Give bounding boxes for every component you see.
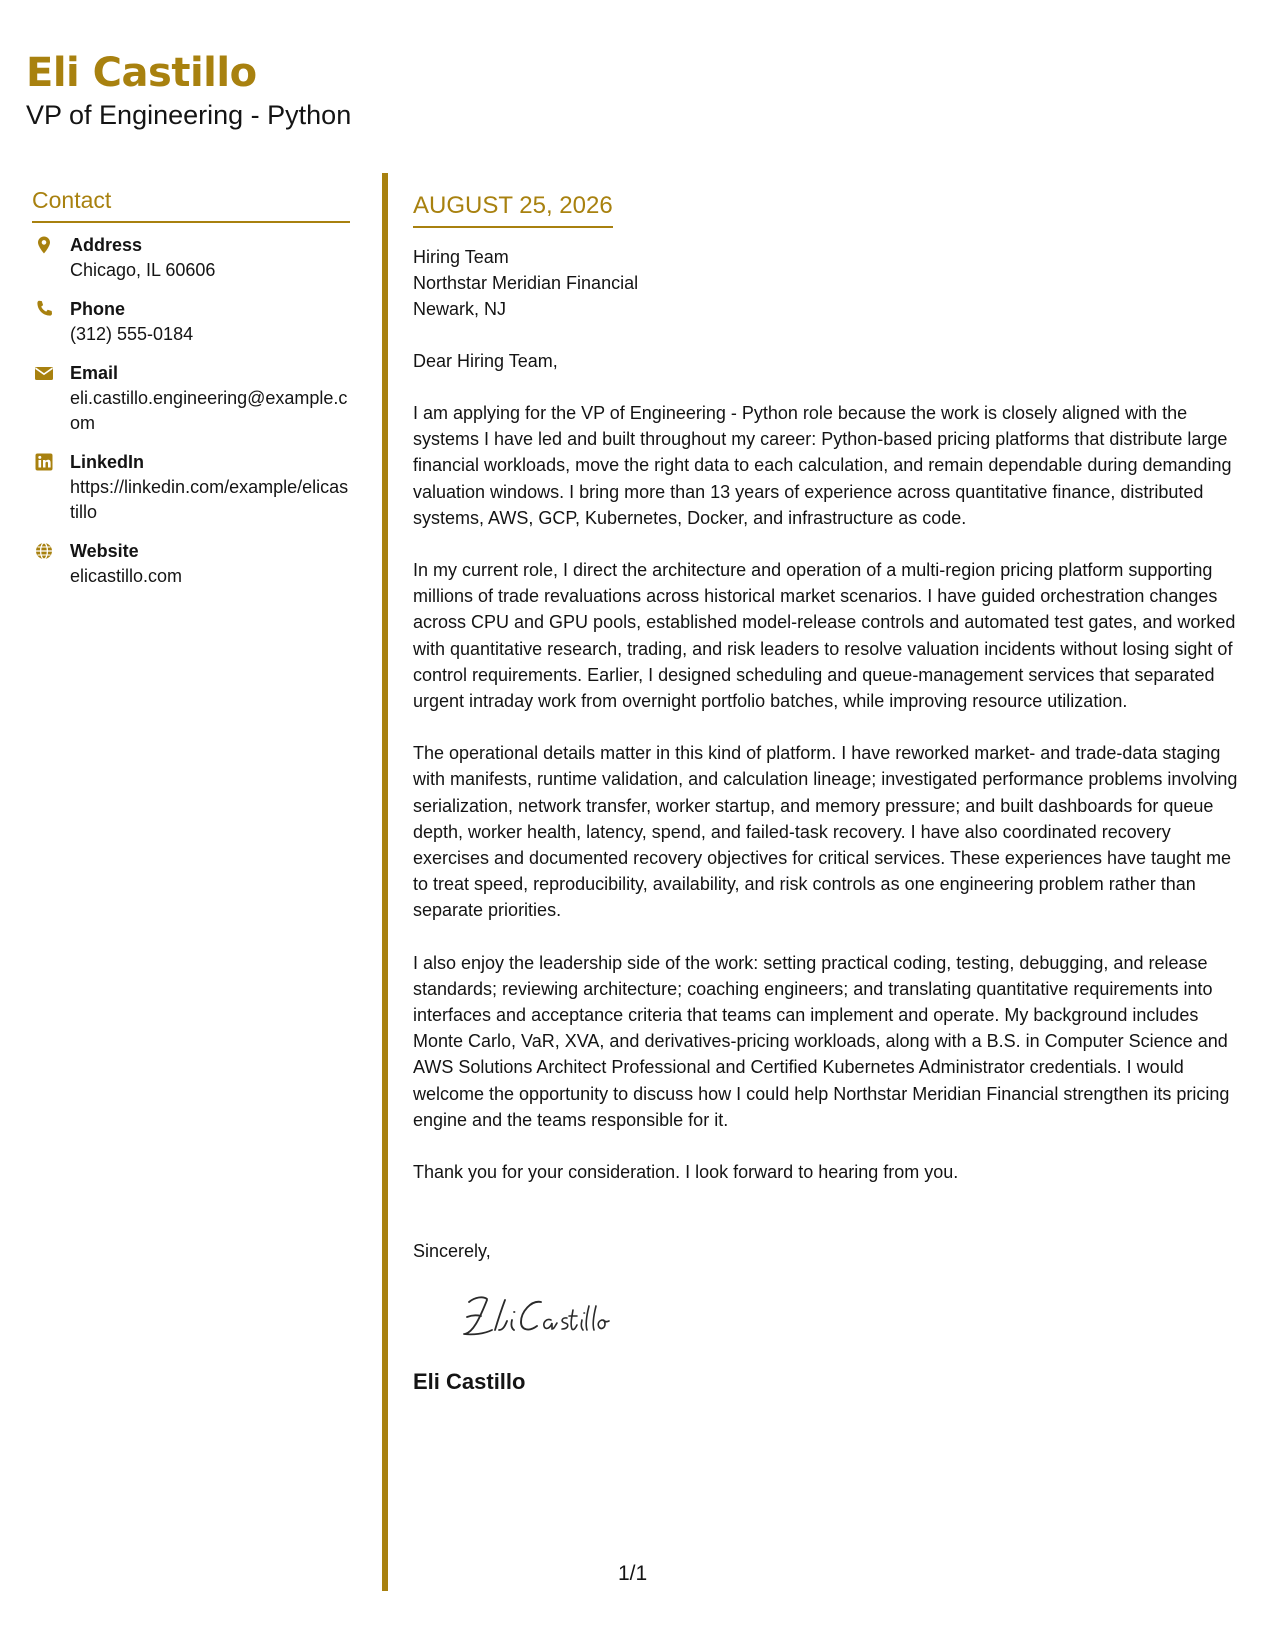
phone-icon: [34, 299, 54, 319]
letter-body: [413, 190, 1248, 1397]
contact-linkedin: [32, 450, 350, 525]
phone-value: (312) 555-0184: [70, 324, 194, 344]
contact-sidebar: [32, 185, 350, 603]
signed-name: Eli Castillo: [413, 1369, 526, 1395]
paragraph: Thank you for your consideration. I look forward to hearing from you.: [413, 1162, 959, 1183]
envelope-icon: [34, 363, 54, 383]
paragraph: In my current role, I direct the architecture and operation of a multi-region pricing platform supporting millions of trade revaluations across historical market scenarios. I have guided orchestration changes across CPU and GPU pools, established model-release controls and automated test gates, and worked with quantitative research, trading, and risk leaders to resolve valuation incidents without losing sight of control requirements. Earlier, I designed scheduling and queue-management services that separated urgent intraday work from overnight portfolio batches, while improving resource utilization.: [413, 560, 1236, 712]
email-value[interactable]: eli.castillo.engineering@example.com: [70, 388, 348, 433]
map-pin-icon: [34, 235, 54, 255]
salutation: Dear Hiring Team,: [413, 351, 558, 371]
handwritten-signature: [455, 1286, 645, 1346]
recipient-line: Hiring Team: [413, 247, 509, 267]
contact-website: [32, 539, 350, 589]
letter-date: AUGUST 25, 2026: [413, 190, 613, 228]
address-value: Chicago, IL 60606: [70, 260, 216, 280]
linkedin-value[interactable]: https://linkedin.com/example/elicastillo: [70, 477, 349, 522]
recipient-block: [413, 244, 1248, 322]
page-number: 1/1: [618, 1562, 648, 1585]
contact-label: Address: [70, 235, 143, 255]
candidate-title: VP of Engineering - Python: [26, 100, 352, 130]
paragraph: I also enjoy the leadership side of the work: setting practical coding, testing, debugging, and release standards; reviewing architecture; coaching engineers; and translating quantitative requirements into interfaces and acceptance criteria that teams can implement and operate. My background includes Monte Carlo, VaR, XVA, and derivatives-pricing workloads, along with a B.S. in Computer Science and AWS Solutions Architect Professional and Certified Kubernetes Administrator credentials. I would welcome the opportunity to discuss how I could help Northstar Meridian Financial strengthen its pricing engine and the teams responsible for it.: [413, 952, 1230, 1130]
contact-address: [32, 233, 350, 283]
header: [26, 48, 351, 132]
paragraph: The operational details matter in this kind of platform. I have reworked market- and trade-data staging with manifests, runtime validation, and calculation lineage; investigated performance problems involving serialization, network transfer, worker startup, and memory pressure; and built dashboards for queue depth, worker health, latency, spend, and failed-task recovery. I have also coordinated recovery exercises and documented recovery objectives for critical services. These experiences have taught me to treat speed, reproducibility, availability, and risk controls as one engineering problem rather than separate priorities.: [413, 743, 1238, 921]
contact-label: Email: [70, 363, 119, 383]
website-value[interactable]: elicastillo.com: [70, 566, 183, 586]
globe-icon: [34, 541, 54, 561]
paragraph: I am applying for the VP of Engineering - Python role because the work is closely aligned with the systems I have led and built throughout my career: Python-based pricing platforms that distribute large financial workloads, move the right data to each calculation, and remain dependable during demanding valuation windows. I bring more than 13 years of experience across quantitative finance, distributed systems, AWS, GCP, Kubernetes, Docker, and infrastructure as code.: [413, 403, 1232, 528]
contact-phone: [32, 297, 350, 347]
linkedin-icon: [34, 452, 54, 472]
recipient-line: Northstar Meridian Financial: [413, 273, 639, 293]
contact-heading: Contact: [32, 185, 350, 223]
recipient-line: Newark, NJ: [413, 299, 507, 319]
accent-divider: [382, 173, 388, 1591]
contact-label: Phone: [70, 299, 126, 319]
contact-label: Website: [70, 541, 139, 561]
closing: Sincerely,: [413, 1241, 491, 1262]
contact-email: [32, 361, 350, 436]
contact-label: LinkedIn: [70, 452, 145, 472]
candidate-name: Eli Castillo: [26, 50, 257, 96]
